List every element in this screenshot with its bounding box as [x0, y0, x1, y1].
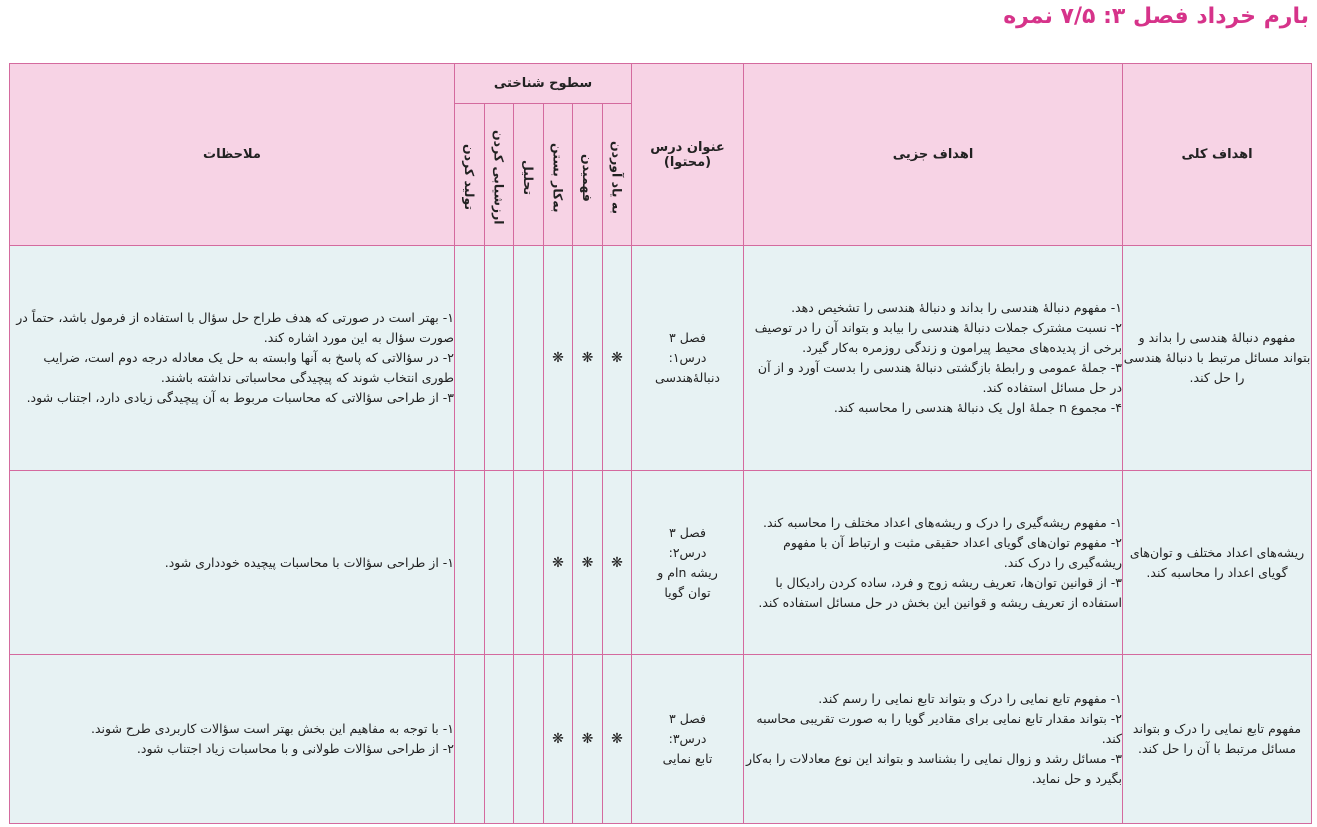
note-item: ۲- در سؤالاتی که پاسخ به آنها وابسته به حل یک معادله درجه دوم است، ضرایب طوری انتخاب شوند که پیچیدگی محاسباتی نداشته باشند.: [43, 350, 454, 385]
specific-goal-item: ۱- مفهوم ریشه‌گیری را درک و ریشه‌های اعداد مختلف را محاسبه کند.: [763, 514, 1123, 530]
header-lesson-title: [632, 64, 744, 246]
level-mark: ❋: [544, 655, 573, 824]
header-level-label: فهمیدن: [580, 153, 596, 202]
lesson-line: تابع نمایی: [662, 751, 713, 766]
header-level-understand: [573, 104, 603, 246]
level-mark: ❋: [603, 246, 632, 471]
header-level-remember: [603, 104, 632, 246]
header-general-goals: اهداف کلی: [1123, 64, 1312, 246]
lesson-line: درس۳:: [668, 731, 707, 746]
general-goal-cell: ریشه‌های اعداد مختلف و توان‌های گویای اعداد را محاسبه کند.: [1123, 471, 1312, 655]
level-mark: ❋: [544, 246, 573, 471]
header-level-apply: [544, 104, 573, 246]
table-row: [10, 655, 1312, 824]
header-level-label: ارزشیابی کردن: [491, 130, 507, 225]
header-notes: ملاحظات: [10, 64, 455, 246]
specific-goals-cell: [744, 471, 1123, 655]
lesson-cell: [632, 655, 744, 824]
specific-goal-item: ۳- مسائل رشد و زوال نمایی را بشناسد و بتواند این نوع معادلات را به‌کار بگیرد و حل نماید.: [746, 751, 1123, 786]
notes-cell: [10, 246, 455, 471]
level-mark: [485, 471, 514, 655]
lesson-line: فصل ۳: [669, 330, 706, 345]
header-level-label: تحلیل: [521, 159, 537, 196]
header-level-label: به یاد آوردن: [609, 140, 625, 215]
level-mark: ❋: [603, 471, 632, 655]
lesson-line: درس۲:: [668, 544, 707, 560]
lesson-line: دنبالهٔ‌هندسی: [655, 370, 720, 385]
general-goal-cell: مفهوم دنبالهٔ هندسی را بداند و بتواند مسائل مرتبط با دنبالهٔ هندسی را حل کند.: [1123, 246, 1312, 471]
level-mark: [485, 246, 514, 471]
header-level-label: به‌کار بستن: [550, 142, 566, 213]
specific-goal-item: ۲- نسبت مشترک جملات دنبالهٔ هندسی را بیابد و بتواند آن را در توصیف برخی از پدیده‌های محیط پیرامون و زندگی روزمره به‌کار گیرد.: [754, 320, 1123, 355]
specific-goals-cell: [744, 246, 1123, 471]
lesson-line: فصل ۳: [669, 524, 706, 540]
lesson-cell: [632, 246, 744, 471]
table-row: [10, 471, 1312, 655]
header-cognitive-levels: سطوح شناختی: [455, 64, 632, 104]
specific-goal-item: ۱- مفهوم دنبالهٔ هندسی را بداند و دنبالهٔ هندسی را تشخیص دهد.: [791, 300, 1123, 315]
exam-blueprint-table: [9, 63, 1312, 824]
lesson-line: توان گویا: [664, 584, 711, 600]
lesson-line: ریشه nام و: [657, 564, 718, 580]
specific-goals-cell: [744, 655, 1123, 824]
note-item: ۱- از طراحی سؤالات با محاسبات پیچیده خودداری شود.: [164, 554, 454, 570]
specific-goal-item: ۴- مجموع n جملهٔ اول یک دنبالهٔ هندسی را محاسبه کند.: [833, 400, 1123, 415]
header-lesson-title-line2: (محتوا): [663, 154, 712, 170]
header-specific-goals: اهداف جزیی: [744, 64, 1123, 246]
level-mark: ❋: [573, 246, 603, 471]
lesson-line: درس۱:: [668, 350, 707, 365]
page-title: بارم خرداد فصل ۳: ۷/۵ نمره: [1003, 4, 1309, 29]
level-mark: [455, 655, 485, 824]
level-mark: ❋: [544, 471, 573, 655]
note-item: ۱- بهتر است در صورتی که هدف طراح حل سؤال با استفاده از فرمول باشد، حتماً در صورت سؤال به این مورد اشاره کند.: [16, 310, 454, 345]
lesson-cell: [632, 471, 744, 655]
notes-cell: [10, 655, 455, 824]
header-lesson-title-line1: عنوان درس: [650, 139, 725, 155]
level-mark: [485, 655, 514, 824]
specific-goal-item: ۱- مفهوم تابع نمایی را درک و بتواند تابع نمایی را رسم کند.: [818, 691, 1123, 706]
header-level-label: تولید کردن: [462, 144, 478, 211]
level-mark: ❋: [603, 655, 632, 824]
level-mark: [455, 471, 485, 655]
specific-goal-item: ۳- جملهٔ عمومی و رابطهٔ بازگشتی دنبالهٔ هندسی را بدست آورد و از آن در حل مسائل استفاده کند.: [757, 360, 1123, 395]
notes-cell: [10, 471, 455, 655]
level-mark: [455, 246, 485, 471]
lesson-line: فصل ۳: [669, 711, 706, 726]
header-level-evaluate: [485, 104, 514, 246]
header-level-create: [455, 104, 485, 246]
level-mark: ❋: [573, 471, 603, 655]
header-level-analyze: [514, 104, 544, 246]
note-item: ۲- از طراحی سؤالات طولانی و با محاسبات زیاد اجتناب شود.: [136, 741, 454, 756]
specific-goal-item: ۳- از قوانین توان‌ها، تعریف ریشه زوج و فرد، ساده کردن رادیکال با استفاده از تعریف ریشه و قوانین این بخش در حل مسائل استفاده کند.: [758, 574, 1123, 610]
note-item: ۱- با توجه به مفاهیم این بخش بهتر است سؤالات کاربردی طرح شوند.: [90, 721, 454, 736]
level-mark: [514, 655, 544, 824]
level-mark: [514, 246, 544, 471]
level-mark: [514, 471, 544, 655]
table-row: [10, 246, 1312, 471]
general-goal-cell: مفهوم تابع نمایی را درک و بتواند مسائل مرتبط با آن را حل کند.: [1123, 655, 1312, 824]
specific-goal-item: ۲- مفهوم توان‌های گویای اعداد حقیقی مثبت و ارتباط آن با مفهوم ریشه‌گیری را درک کند.: [783, 534, 1123, 570]
specific-goal-item: ۲- بتواند مقدار تابع نمایی برای مقادیر گویا را به صورت تقریبی محاسبه کند.: [756, 711, 1123, 746]
note-item: ۳- از طراحی سؤالاتی که محاسبات مربوط به آن پیچیدگی زیادی دارد، اجتناب شود.: [26, 390, 454, 405]
level-mark: ❋: [573, 655, 603, 824]
